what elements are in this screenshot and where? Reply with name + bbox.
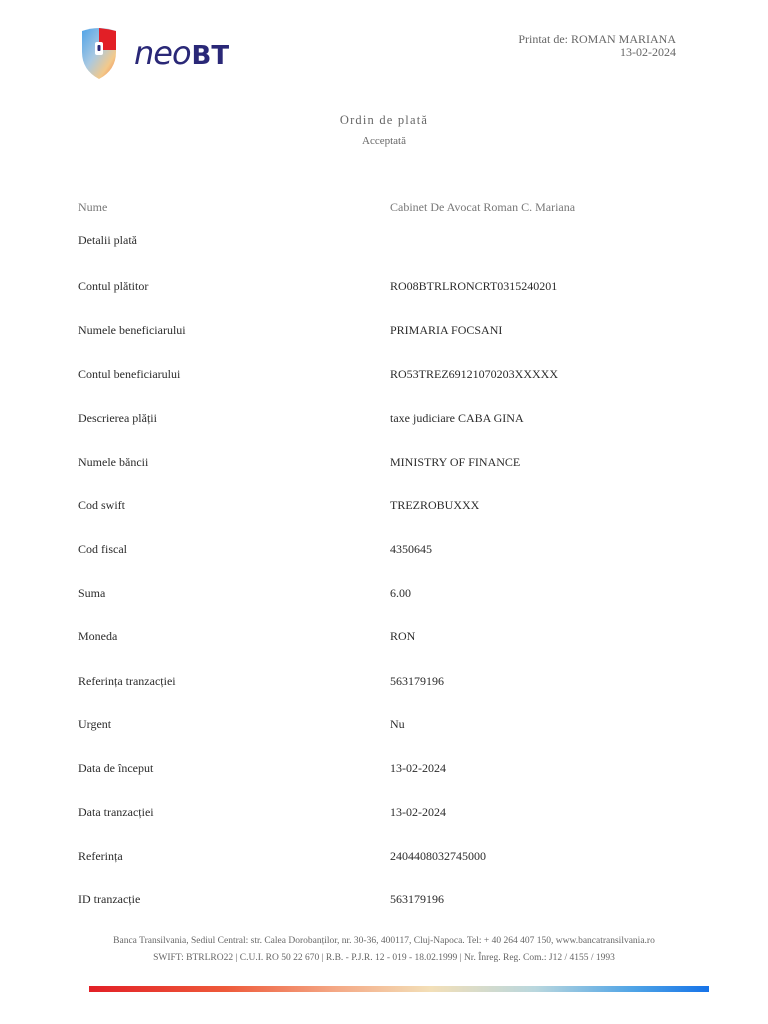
swift-code-value: TREZROBUXXX [390,498,480,512]
document-status: Acceptată [362,135,406,147]
document-title: Ordin de plată [339,113,429,127]
row-swift-code [0,498,768,516]
row-beneficiary-account [0,367,768,385]
row-transaction-date [0,805,768,823]
row-fiscal-code [0,542,768,560]
row-currency [0,629,768,647]
urgent-value: Nu [390,717,405,731]
bank-name-label: Numele băncii [78,455,149,469]
row-transaction-reference [0,674,768,692]
brand-wordmark [134,34,230,72]
print-date: 13-02-2024 [620,45,676,59]
shield-logo-icon [78,26,120,80]
row-payer-account [0,279,768,297]
footer-registration: SWIFT: BTRLRO22 | C.U.I. RO 50 22 670 | R.B. - P.J.R. 12 - 019 - 18.02.1999 | Nr. Înreg. Reg. Com.: J12 / 4155 / 1993 [153,953,615,963]
urgent-label: Urgent [78,717,112,731]
beneficiary-account-value: RO53TREZ69121070203XXXXX [390,367,558,381]
row-reference [0,849,768,867]
payment-description-label: Descrierea plății [78,411,157,425]
name-value: Cabinet De Avocat Roman C. Mariana [390,200,576,214]
beneficiary-account-label: Contul beneficiarului [78,367,181,381]
amount-value: 6.00 [390,586,411,600]
row-start-date [0,761,768,779]
brand-neo: neo [134,34,191,72]
bank-name-value: MINISTRY OF FINANCE [390,455,521,469]
printed-by: Printat de: ROMAN MARIANA [518,32,676,46]
reference-value: 2404408032745000 [390,849,486,863]
name-label: Nume [78,200,108,214]
row-urgent [0,717,768,735]
brand-gradient-stripe [89,986,709,992]
neobt-logo [78,26,229,80]
swift-code-label: Cod swift [78,498,126,512]
transaction-date-label: Data tranzacției [78,805,154,819]
transaction-reference-label: Referința tranzacției [78,674,176,688]
footer-address: Banca Transilvania, Sediul Central: str. Calea Dorobanților, nr. 30-36, 400117, Cluj-Napoca. Tel: + 40 264 407 150, www.bancatransilvania.ro [113,936,655,946]
transaction-reference-value: 563179196 [390,674,444,688]
payer-account-value: RO08BTRLRONCRT0315240201 [390,279,558,293]
row-payment-description [0,411,768,429]
beneficiary-name-value: PRIMARIA FOCSANI [390,323,503,337]
currency-label: Moneda [78,629,118,643]
transaction-date-value: 13-02-2024 [390,805,446,819]
print-info [518,33,676,59]
brand-bt: BT [191,41,230,71]
row-amount [0,586,768,604]
amount-label: Suma [78,586,106,600]
row-transaction-id [0,892,768,910]
fiscal-code-label: Cod fiscal [78,542,127,556]
fiscal-code-value: 4350645 [390,542,432,556]
payment-details-label: Detalii plată [78,233,137,247]
start-date-value: 13-02-2024 [390,761,446,775]
row-beneficiary-name [0,323,768,341]
reference-label: Referința [78,849,123,863]
row-payment-details [0,233,768,251]
beneficiary-name-label: Numele beneficiarului [78,323,186,337]
currency-value: RON [390,629,416,643]
payer-account-label: Contul plătitor [78,279,149,293]
payment-description-value: taxe judiciare CABA GINA [390,411,524,425]
transaction-id-value: 563179196 [390,892,444,906]
row-name [0,200,768,218]
row-bank-name [0,455,768,473]
transaction-id-label: ID tranzacție [78,892,141,906]
start-date-label: Data de început [78,761,154,775]
